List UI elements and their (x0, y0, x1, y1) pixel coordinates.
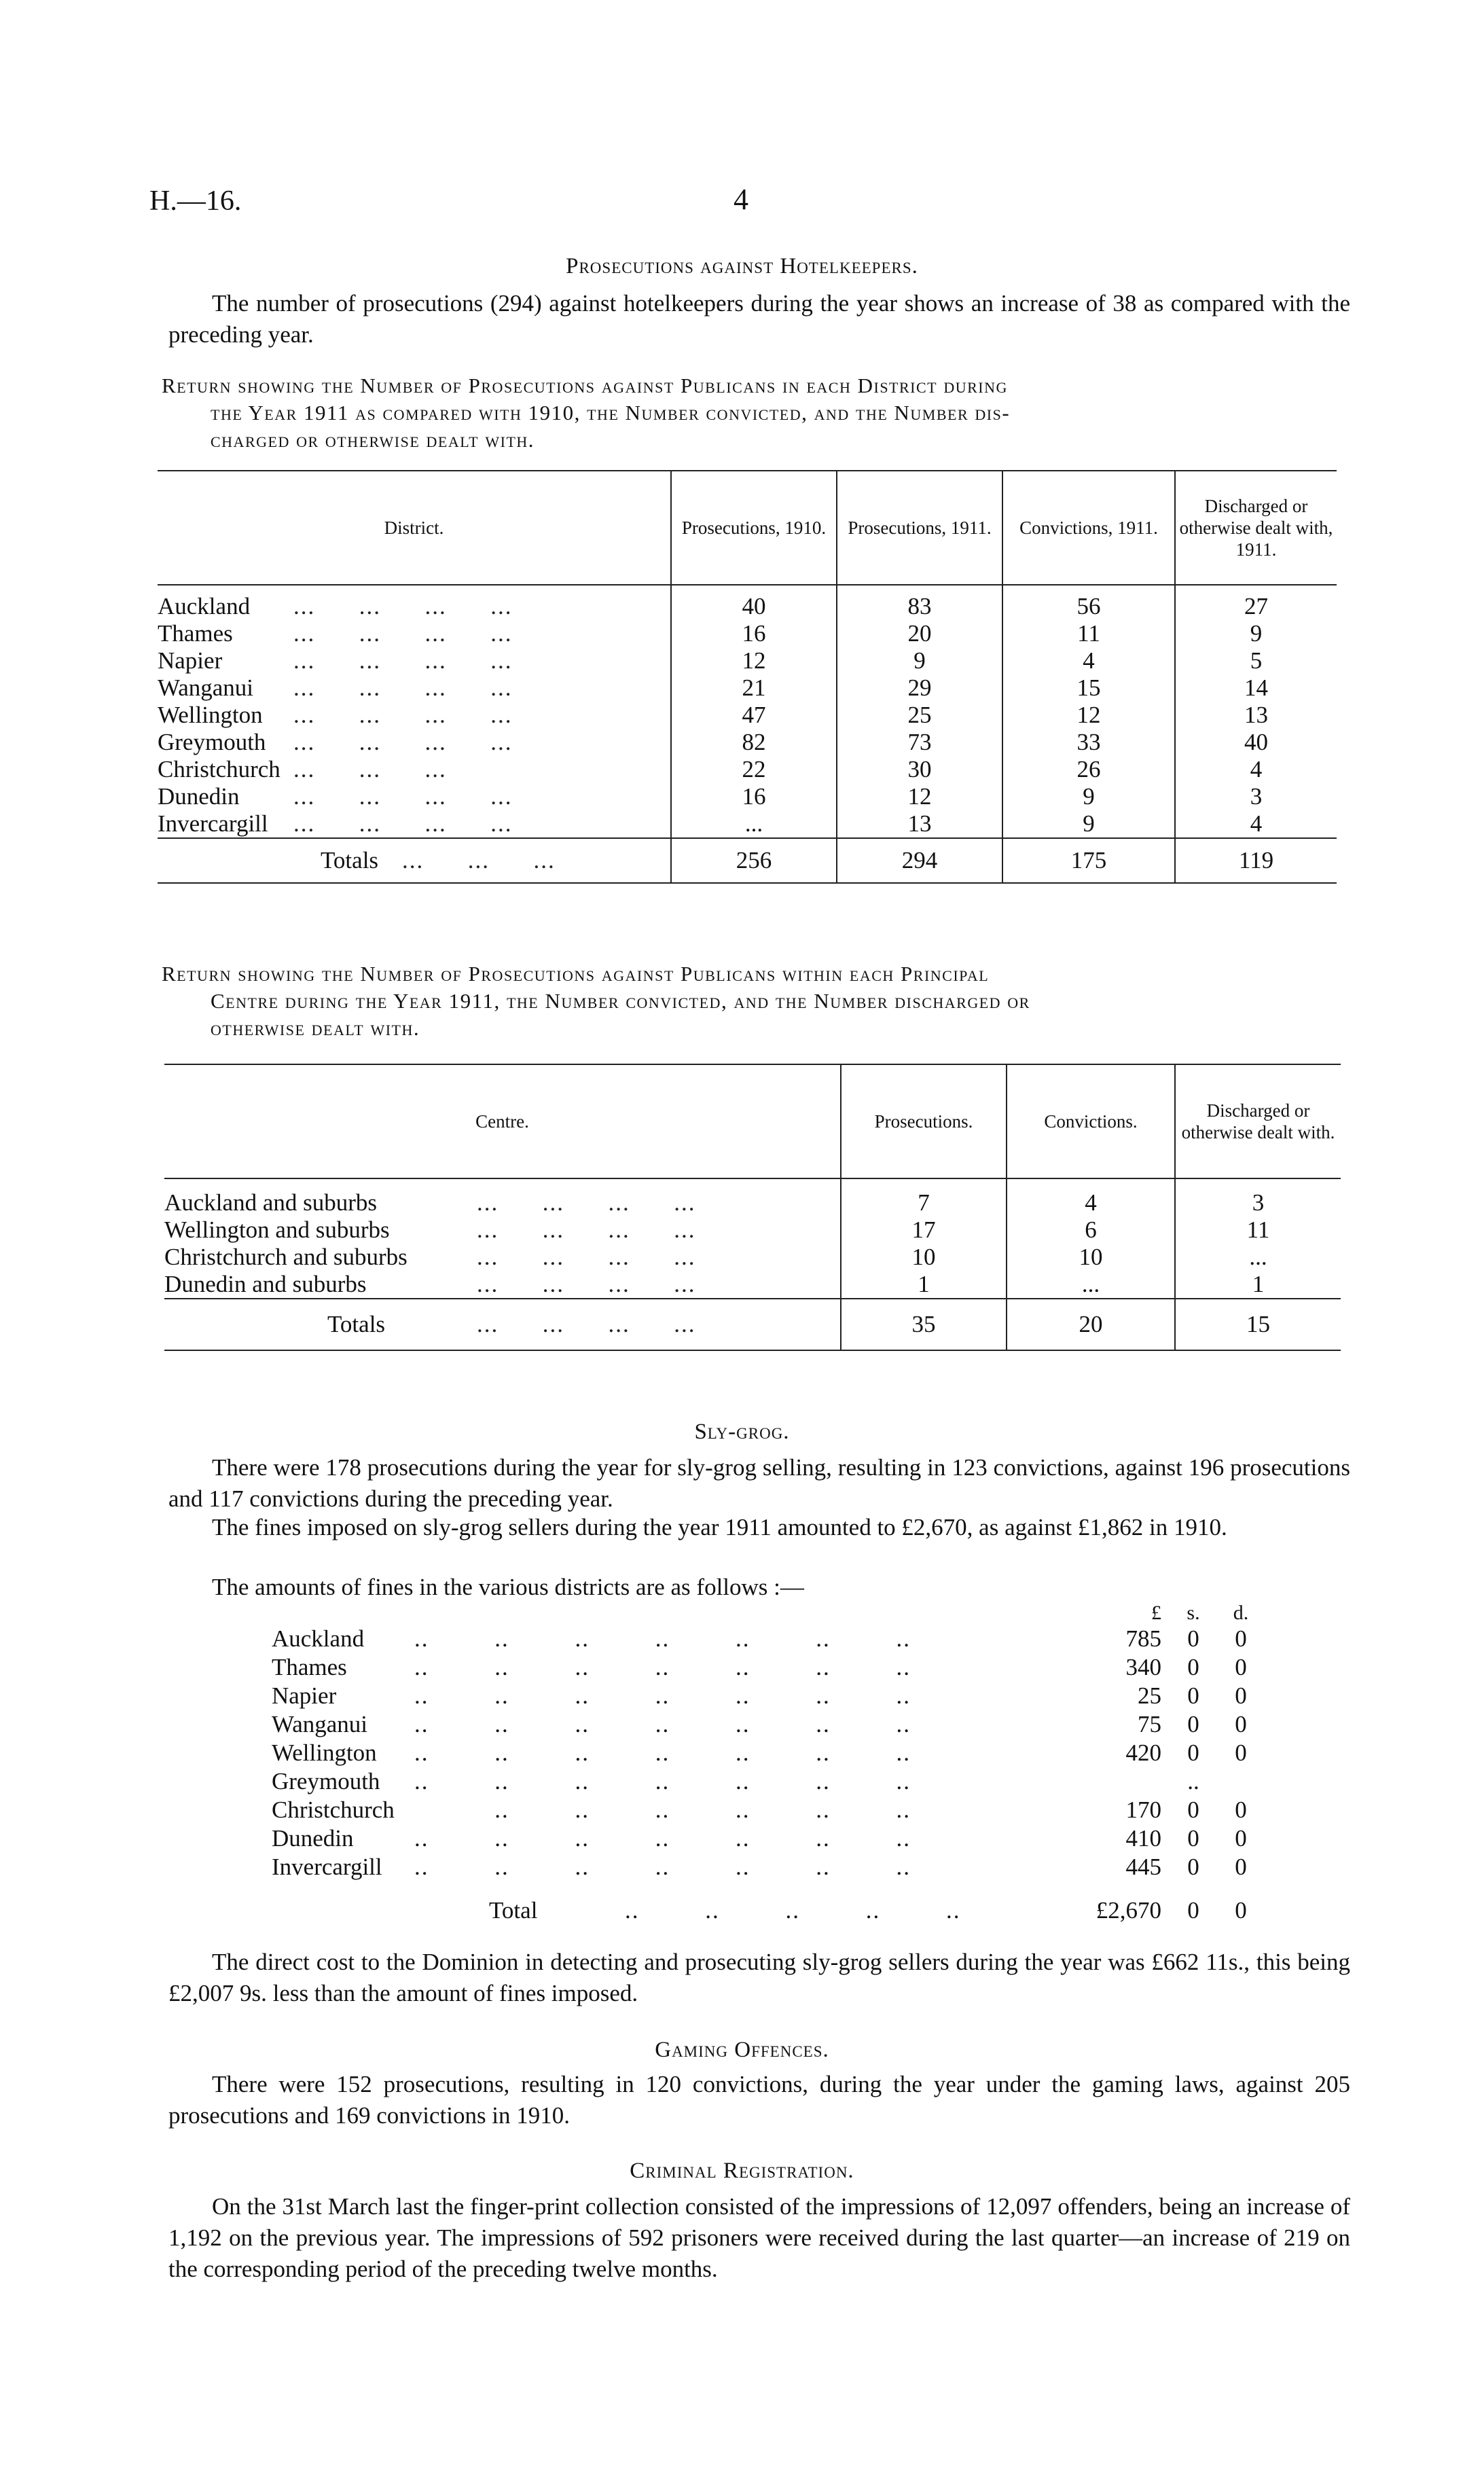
cell-dis: 4 (1175, 810, 1337, 838)
total-p1910: 256 (671, 838, 837, 883)
leader-dots: .. .. .. .. .. .. .. (414, 1739, 911, 1766)
fine-pence: 0 (1235, 1711, 1247, 1737)
fine-pounds: 420 (1125, 1739, 1161, 1766)
section-title-slygrog: Sly-grog. (694, 1420, 790, 1444)
section-title-criminal: Criminal Registration. (630, 2159, 854, 2183)
district-cell (158, 729, 671, 756)
slygrog-paragraph-4: The direct cost to the Dominion in detecting and prosecuting sly-grog sellers during the year was £662 11s., this being £2,007 9s. less than the amount of fines imposed. (168, 1949, 1350, 2006)
leader-dots: ... ... ... ... (477, 1244, 696, 1270)
fine-district: Wellington (272, 1739, 377, 1766)
slygrog-paragraph-1: There were 178 prosecutions during the year for sly-grog selling, resulting in 123 convictions, against 196 prosecutions and 117 convictions during the preceding year. (168, 1454, 1350, 1512)
totals-cell (164, 1299, 841, 1350)
fine-pounds: 410 (1125, 1825, 1161, 1852)
cell-p1911: 29 (837, 674, 1002, 702)
cell-dis: 40 (1175, 729, 1337, 756)
fines-row (272, 1653, 1263, 1682)
district-cell (158, 620, 671, 647)
cell-dis: 5 (1175, 647, 1337, 674)
table-row (158, 647, 1337, 674)
district-name: Thames (158, 620, 233, 647)
leader-dots: ... ... ... ... (293, 674, 513, 701)
cell-p1911: 25 (837, 702, 1002, 729)
centre-name: Wellington and suburbs (164, 1216, 390, 1243)
table-row (158, 585, 1337, 620)
cell-conv: 4 (1002, 647, 1175, 674)
fine-pounds: 170 (1125, 1797, 1161, 1823)
section-title-hotelkeepers: Prosecutions against Hotelkeepers. (566, 254, 918, 278)
leader-dots: .. .. .. .. .. .. .. (414, 1682, 911, 1709)
district-name: Wanganui (158, 674, 254, 701)
cell-pros: 10 (841, 1244, 1007, 1271)
page-number: 4 (734, 183, 748, 216)
cell-p1910: 40 (671, 585, 837, 620)
leader-dots: ... ... ... ... (293, 647, 513, 674)
leader-dots: ... ... ... (402, 847, 556, 873)
total-dis: 119 (1175, 838, 1337, 883)
table-row (158, 620, 1337, 647)
cell-conv: 11 (1002, 620, 1175, 647)
district-cell (158, 783, 671, 810)
fine-district: Christchurch (272, 1797, 395, 1823)
centre-name: Dunedin and suburbs (164, 1271, 367, 1297)
centre-cell (164, 1178, 841, 1216)
district-name: Dunedin (158, 783, 240, 810)
header-discharged-1911: Discharged or otherwise dealt with, 1911. (1175, 471, 1337, 585)
fine-district: Thames (272, 1654, 347, 1680)
totals-row (158, 838, 1337, 883)
fines-total-dots: .. .. .. .. .. (625, 1897, 961, 1924)
fines-row (272, 1625, 1263, 1653)
district-name: Christchurch (158, 756, 280, 782)
fine-shillings: 0 (1187, 1854, 1199, 1880)
fines-column-headers (272, 1602, 1263, 1625)
cell-conv: 6 (1007, 1216, 1175, 1244)
cell-conv: 10 (1007, 1244, 1175, 1271)
fine-shillings: 0 (1187, 1797, 1199, 1823)
cell-p1910: ... (671, 810, 837, 838)
header-prosecutions-1910: Prosecutions, 1910. (671, 471, 837, 585)
fines-row (272, 1710, 1263, 1739)
district-cell (158, 702, 671, 729)
fine-shillings: 0 (1187, 1825, 1199, 1852)
district-name: Invercargill (158, 810, 268, 837)
fine-shillings: 0 (1187, 1739, 1199, 1766)
cell-dis: 27 (1175, 585, 1337, 620)
fines-row (272, 1796, 1263, 1824)
fine-pence: 0 (1235, 1682, 1247, 1709)
leader-dots: .. .. .. .. .. .. (414, 1797, 911, 1823)
leader-dots: .. .. .. .. .. .. .. (414, 1854, 911, 1880)
header-prosecutions: Prosecutions. (841, 1064, 1007, 1178)
cell-p1911: 13 (837, 810, 1002, 838)
table1-caption-line2: the Year 1911 as compared with 1910, the Number convicted, and the Number dis- (211, 401, 1011, 425)
leader-dots: .. .. .. .. .. .. .. (414, 1825, 911, 1852)
document-reference: H.—16. (149, 185, 242, 217)
table-row (158, 702, 1337, 729)
col-pounds: £ (1151, 1602, 1161, 1624)
cell-p1910: 12 (671, 647, 837, 674)
fine-district: Dunedin (272, 1825, 354, 1852)
cell-dis: 1 (1175, 1271, 1341, 1299)
leader-dots: .. .. .. .. .. .. .. (414, 1768, 911, 1794)
cell-dis: 3 (1175, 1178, 1341, 1216)
table-row (158, 810, 1337, 838)
cell-conv: 9 (1002, 810, 1175, 838)
table2-caption-line3: otherwise dealt with. (211, 1016, 420, 1040)
header-discharged: Discharged or otherwise dealt with. (1175, 1064, 1341, 1178)
fine-pence: 0 (1235, 1825, 1247, 1852)
fine-pounds: 75 (1138, 1711, 1161, 1737)
criminal-paragraph: On the 31st March last the finger-print collection consisted of the impressions of 12,097 offenders, being an increase of 1,192 on the previous year. The impressions of 592 prisoners were received during the last quarter—an increase of 219 on the corresponding period of the preceding twelve months. (168, 2193, 1350, 2282)
table1-caption-line1: Return showing the Number of Prosecutions against Publicans in each District during (162, 374, 1008, 397)
total-conv: 175 (1002, 838, 1175, 883)
district-cell (158, 674, 671, 702)
cell-dis: ... (1175, 1244, 1341, 1271)
fines-row (272, 1739, 1263, 1767)
fine-pounds: 445 (1125, 1854, 1161, 1880)
total-dis: 15 (1175, 1299, 1341, 1350)
fine-shillings: 0 (1187, 1682, 1199, 1709)
fine-district: Greymouth (272, 1768, 380, 1794)
district-name: Napier (158, 647, 223, 674)
cell-conv: 12 (1002, 702, 1175, 729)
cell-p1911: 9 (837, 647, 1002, 674)
leader-dots: ... ... ... ... (477, 1311, 696, 1337)
fine-pounds: 785 (1125, 1625, 1161, 1652)
leader-dots: ... ... ... (293, 756, 447, 782)
header-convictions-1911: Convictions, 1911. (1002, 471, 1175, 585)
cell-p1911: 20 (837, 620, 1002, 647)
table-row (158, 783, 1337, 810)
fine-pounds: 25 (1138, 1682, 1161, 1709)
centre-cell (164, 1271, 841, 1299)
district-name: Greymouth (158, 729, 266, 755)
cell-p1911: 73 (837, 729, 1002, 756)
header-prosecutions-1911: Prosecutions, 1911. (837, 471, 1002, 585)
total-conv: 20 (1007, 1299, 1175, 1350)
centre-cell (164, 1216, 841, 1244)
fine-pence: 0 (1235, 1739, 1247, 1766)
district-cell (158, 756, 671, 783)
fines-total-row (272, 1896, 1263, 1925)
table1-caption-line3: charged or otherwise dealt with. (211, 428, 535, 452)
fine-shillings: 0 (1187, 1625, 1199, 1652)
cell-pros: 17 (841, 1216, 1007, 1244)
cell-conv: 4 (1007, 1178, 1175, 1216)
table-row (164, 1178, 1341, 1216)
hotelkeepers-paragraph: The number of prosecutions (294) against hotelkeepers during the year shows an increase of 38 as compared with the preceding year. (168, 290, 1350, 348)
fines-row (272, 1682, 1263, 1710)
fines-total-pounds: £2,670 (1096, 1897, 1161, 1924)
totals-label: Totals (327, 1311, 386, 1337)
fine-pounds: 340 (1125, 1654, 1161, 1680)
centre-name: Christchurch and suburbs (164, 1244, 408, 1270)
cell-conv: 33 (1002, 729, 1175, 756)
leader-dots: ... ... ... ... (293, 783, 513, 810)
leader-dots: ... ... ... ... (293, 702, 513, 728)
cell-p1911: 30 (837, 756, 1002, 783)
fines-row (272, 1853, 1263, 1881)
fines-by-district (272, 1602, 1263, 1925)
table-row (158, 756, 1337, 783)
cell-conv: 56 (1002, 585, 1175, 620)
centre-name: Auckland and suburbs (164, 1189, 378, 1216)
leader-dots: ... ... ... ... (477, 1271, 696, 1297)
centre-cell (164, 1244, 841, 1271)
district-cell (158, 585, 671, 620)
fines-total-shillings: 0 (1187, 1897, 1199, 1924)
table-row (164, 1216, 1341, 1244)
leader-dots: ... ... ... ... (293, 620, 513, 647)
cell-conv: 15 (1002, 674, 1175, 702)
cell-dis: 11 (1175, 1216, 1341, 1244)
fine-district: Wanganui (272, 1711, 368, 1737)
cell-p1910: 47 (671, 702, 837, 729)
fine-pence: 0 (1235, 1854, 1247, 1880)
fine-shillings: 0 (1187, 1711, 1199, 1737)
cell-pros: 7 (841, 1178, 1007, 1216)
totals-row (164, 1299, 1341, 1350)
col-pence: d. (1233, 1602, 1249, 1624)
fine-district: Napier (272, 1682, 337, 1709)
totals-cell (158, 838, 671, 883)
leader-dots: .. .. .. .. .. .. .. (414, 1711, 911, 1737)
cell-dis: 3 (1175, 783, 1337, 810)
cell-p1910: 82 (671, 729, 837, 756)
table-row (164, 1271, 1341, 1299)
fines-row (272, 1767, 1263, 1796)
cell-conv: ... (1007, 1271, 1175, 1299)
fines-row (272, 1824, 1263, 1853)
gaming-paragraph: There were 152 prosecutions, resulting in 120 convictions, during the year under the gaming laws, against 205 prosecutions and 169 convictions in 1910. (168, 2071, 1350, 2129)
fine-shillings: 0 (1187, 1654, 1199, 1680)
fine-district: Auckland (272, 1625, 365, 1652)
table1-caption (162, 372, 1343, 454)
table-row (158, 729, 1337, 756)
total-pros: 35 (841, 1299, 1007, 1350)
leader-dots: ... ... ... ... (477, 1216, 696, 1243)
section-title-gaming: Gaming Offences. (655, 2038, 829, 2062)
district-name: Wellington (158, 702, 263, 728)
cell-p1911: 12 (837, 783, 1002, 810)
fine-shillings: .. (1187, 1768, 1199, 1794)
table-row (158, 674, 1337, 702)
cell-conv: 9 (1002, 783, 1175, 810)
district-prosecutions-table (158, 470, 1337, 884)
leader-dots: ... ... ... ... (293, 729, 513, 755)
leader-dots: .. .. .. .. .. .. .. (414, 1625, 911, 1652)
district-name: Auckland (158, 593, 251, 619)
fines-total-pence: 0 (1235, 1897, 1247, 1924)
leader-dots: ... ... ... ... (293, 593, 513, 619)
cell-p1910: 16 (671, 783, 837, 810)
slygrog-paragraph-3: The amounts of fines in the various districts are as follows :— (212, 1574, 804, 1600)
fine-pence: 0 (1235, 1654, 1247, 1680)
header-centre: Centre. (475, 1111, 529, 1132)
header-convictions: Convictions. (1007, 1064, 1175, 1178)
cell-pros: 1 (841, 1271, 1007, 1299)
table2-caption-line2: Centre during the Year 1911, the Number convicted, and the Number discharged or (211, 989, 1030, 1013)
table2-caption-line1: Return showing the Number of Prosecutions against Publicans within each Principal (162, 962, 990, 986)
district-cell (158, 647, 671, 674)
totals-label: Totals (321, 847, 379, 873)
fine-pence: 0 (1235, 1625, 1247, 1652)
slygrog-paragraph-2: The fines imposed on sly-grog sellers during the year 1911 amounted to £2,670, as against £1,862 in 1910. (212, 1514, 1227, 1540)
leader-dots: ... ... ... ... (293, 810, 513, 837)
centre-prosecutions-table (164, 1064, 1341, 1351)
fine-pence: 0 (1235, 1797, 1247, 1823)
district-cell (158, 810, 671, 838)
leader-dots: ... ... ... ... (477, 1189, 696, 1216)
cell-dis: 9 (1175, 620, 1337, 647)
col-shillings: s. (1187, 1602, 1200, 1624)
total-p1911: 294 (837, 838, 1002, 883)
header-district: District. (384, 518, 444, 538)
table-row (164, 1244, 1341, 1271)
cell-dis: 13 (1175, 702, 1337, 729)
cell-p1911: 83 (837, 585, 1002, 620)
cell-conv: 26 (1002, 756, 1175, 783)
fine-district: Invercargill (272, 1854, 382, 1880)
cell-p1910: 21 (671, 674, 837, 702)
table2-caption (162, 960, 1343, 1042)
leader-dots: .. .. .. .. .. .. .. (414, 1654, 911, 1680)
cell-p1910: 22 (671, 756, 837, 783)
fines-total-label: Total (489, 1897, 538, 1924)
cell-dis: 14 (1175, 674, 1337, 702)
cell-p1910: 16 (671, 620, 837, 647)
cell-dis: 4 (1175, 756, 1337, 783)
